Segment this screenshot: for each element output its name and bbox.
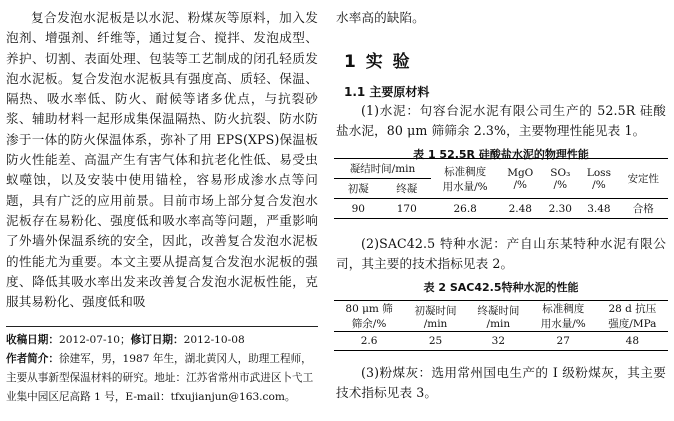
revised-label: 修订日期： — [130, 334, 184, 346]
table-cell: 32 — [491, 335, 506, 347]
received-date: 2012-07-10； — [58, 334, 131, 346]
table-cell: 2.6 — [360, 335, 378, 347]
footnote — [6, 331, 318, 407]
author-info: 徐建军，男，1987 年生，湖北黄冈人，助理工程师，主要从事新型保温材料的研究。地址：江苏省常州市武进区卜弋工业集中园区尼高路 1 号，E-mail：tfxujianjun@163.com。 — [6, 353, 314, 403]
table-cell: 90 — [351, 202, 365, 215]
footnote-divider — [6, 326, 318, 327]
subsection-title: 1.1 主要原材料 — [344, 85, 430, 99]
table-cell: 25 — [428, 335, 443, 347]
table1 — [334, 158, 668, 219]
author-label: 作者简介： — [6, 353, 59, 365]
t1-h-loss: Loss /% — [586, 166, 611, 191]
t1-h-setting: 凝结时间/min — [334, 159, 431, 179]
table-cell: 合格 — [632, 203, 654, 215]
table-cell: 170 — [396, 202, 417, 215]
fly-ash-paragraph: (3)粉煤灰：选用常州国电生产的 I 级粉煤灰，其主要技术指标见表 3。 — [336, 365, 666, 401]
table2 — [334, 300, 668, 351]
t1-h-stability: 安定性 — [627, 173, 659, 185]
table-cell: 2.48 — [508, 202, 532, 215]
t1-h-consistency: 标准稠度 用水量/% — [442, 165, 488, 193]
sac-cement-paragraph: (2)SAC42.5 特种水泥：产自山东某特种水泥有限公司，其主要的技术指标见表 2。 — [336, 236, 666, 272]
t2-h-consistency: 标准稠度 用水量/% — [540, 303, 586, 330]
table1-caption: 表 1 52.5R 硅酸盐水泥的物理性能 — [413, 148, 589, 161]
carry-over-text: 水率高的缺陷。 — [336, 10, 425, 25]
cement-paragraph: (1)水泥：句容台泥水泥有限公司生产的 52.5R 硅酸盐水泥，80 μm 筛筛余 2.3%，主要物理性能见表 1。 — [336, 103, 666, 139]
left-column — [6, 0, 318, 312]
table-cell: 3.48 — [587, 202, 611, 215]
table-cell: 2.30 — [548, 202, 572, 215]
t2-h-initial: 初凝时间 /min — [414, 304, 457, 330]
table2-caption: 表 2 SAC42.5特种水泥的性能 — [423, 281, 579, 294]
t1-h-so3: SO₃ /% — [550, 166, 571, 191]
intro-paragraph: 复合发泡水泥板是以水泥、粉煤灰等原料，加入发泡剂、增强剂、纤维等，通过复合、搅拌、发泡成型、养护、切割、表面处理、包装等工艺制成的闭孔轻质发泡水泥板。复合发泡水泥板具有强度高、质轻、保温、隔热、吸水率低、防火、耐候等诸多优点，与抗裂砂浆、辅助材料一起形成集保温隔热、防火抗裂、防水防渗于一体的防火保温体系，弥补了用 EPS(XPS)保温板防火性能差、高温产生有害气体和抗老化性低、易受虫蚁噬蚀，以及安装中使用锚栓，容易形成渗水点等问题，具有广泛的应用前景。目前市场上部分复合发泡水泥板存在易粉化、强度低和吸水率高等问题，严重影响了外墙外保温系统的安全，因此，改善复合发泡水泥板的性能尤为重要。本文主要从提高复合发泡水泥板的强度、降低其吸水率出发来改善复合发泡水泥板性能，克服其易粉化、强度低和吸 — [6, 10, 318, 310]
t1-h-mgo: MgO /% — [507, 166, 534, 191]
t2-h-strength: 28 d 抗压 强度/MPa — [608, 303, 657, 330]
right-column — [336, 0, 666, 421]
t1-h-initial: 初凝 — [347, 183, 369, 195]
table-cell: 27 — [556, 335, 570, 347]
revised-date: 2012-10-08 — [183, 334, 245, 346]
table-cell: 48 — [625, 335, 640, 347]
table-cell: 26.8 — [453, 202, 477, 215]
t1-h-final: 终凝 — [396, 183, 418, 195]
t2-h-final: 终凝时间 /min — [477, 304, 520, 330]
received-label: 收稿日期： — [6, 334, 59, 346]
section-title: 1 实 验 — [344, 52, 412, 72]
t2-h-sieve: 80 μm 筛 筛余/% — [345, 303, 393, 330]
